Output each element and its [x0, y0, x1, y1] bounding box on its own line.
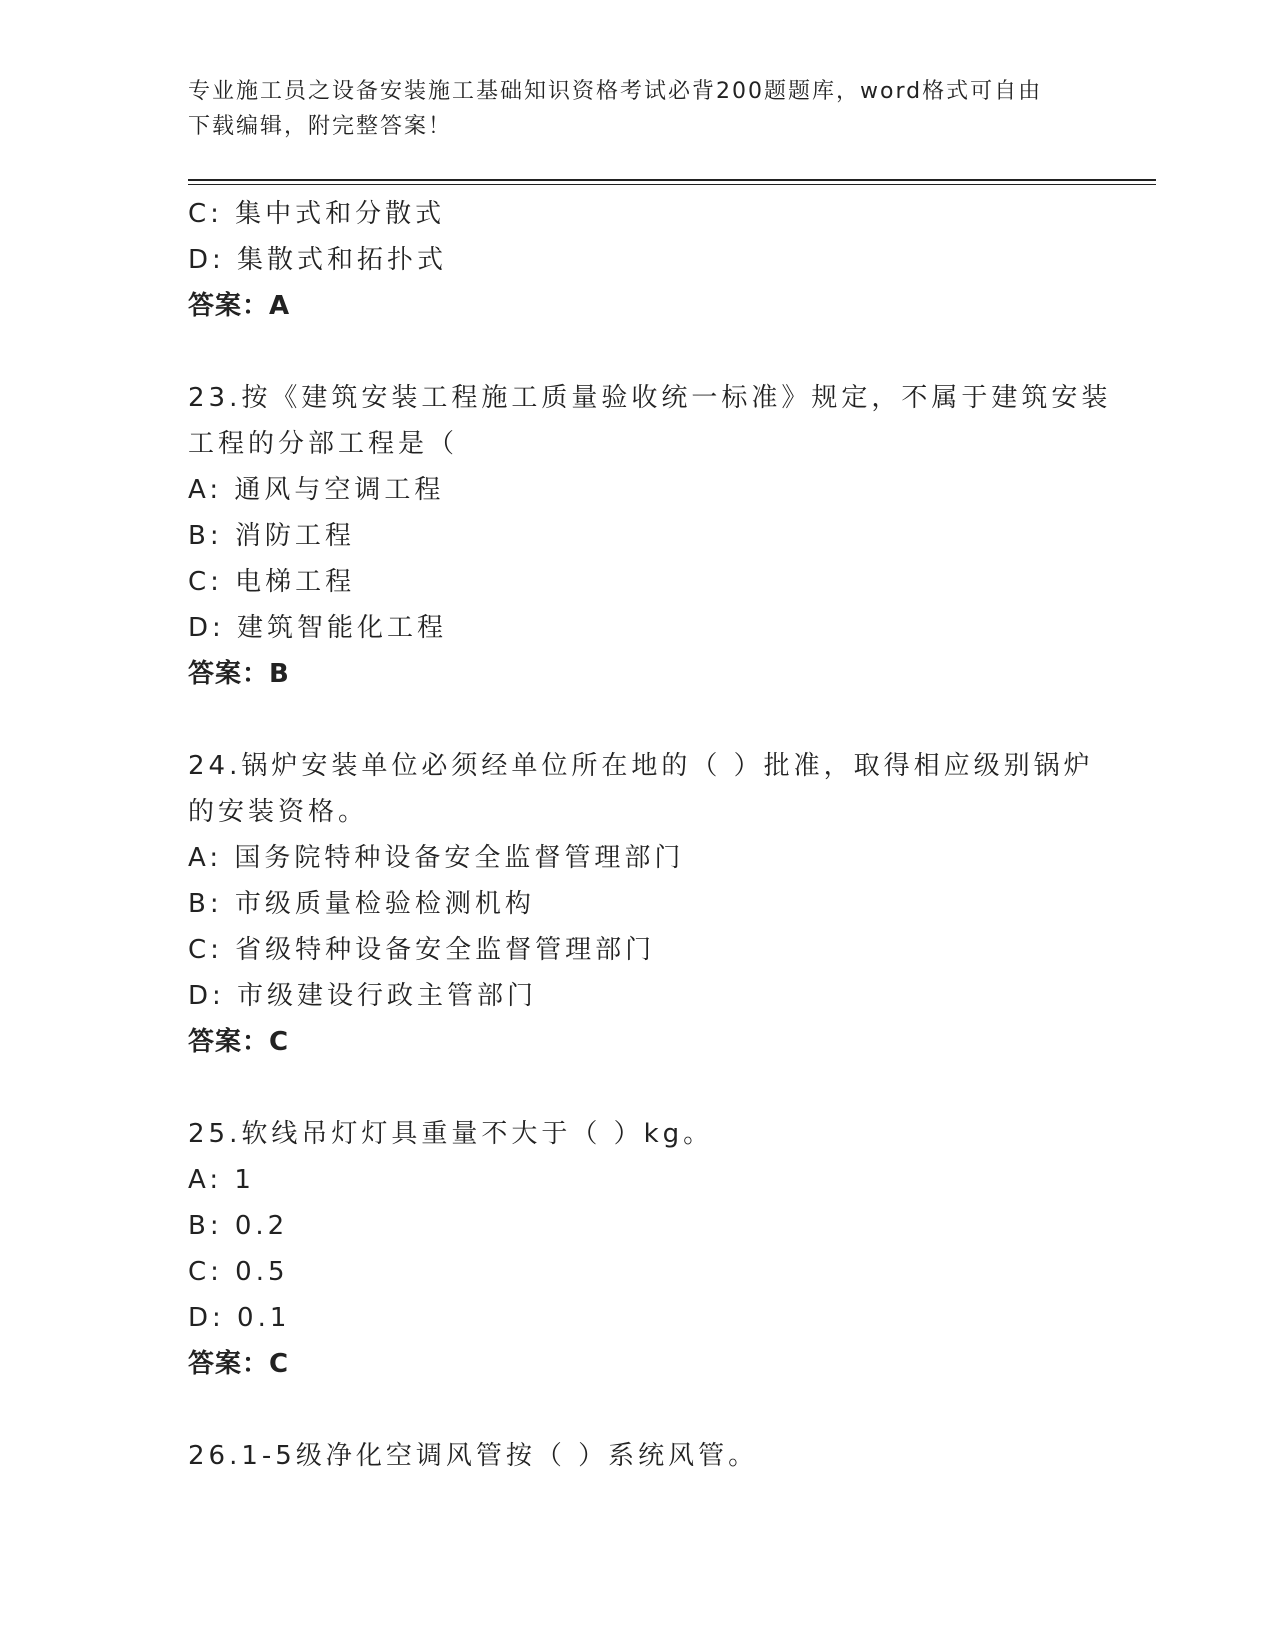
question-list — [188, 191, 1112, 1479]
answer-line: 答案：B — [188, 659, 290, 689]
option-d: D: 0.1 — [188, 1303, 291, 1333]
option-c: C: 省级特种设备安全监督管理部门 — [188, 935, 656, 965]
header-line-2: 下载编辑，附完整答案！ — [188, 114, 453, 139]
question-26 — [188, 1433, 1088, 1479]
question-spacer — [188, 329, 1088, 375]
header-divider-thick — [188, 179, 1156, 181]
option-d: D: 建筑智能化工程 — [188, 613, 448, 643]
question-stem: 23.按《建筑安装工程施工质量验收统一标准》规定，不属于建筑安装 — [188, 383, 1112, 413]
question-spacer — [188, 697, 1088, 743]
option-b: B: 消防工程 — [188, 521, 355, 551]
option-c: C: 电梯工程 — [188, 567, 356, 597]
option-b: B: 市级质量检验检测机构 — [188, 889, 535, 919]
option-a: A: 1 — [188, 1165, 255, 1195]
option-c: C: 集中式和分散式 — [188, 199, 446, 229]
page-header — [188, 74, 1088, 144]
question-22-fragment — [188, 191, 1088, 329]
question-stem: 26.1-5级净化空调风管按（ ）系统风管。 — [188, 1441, 759, 1471]
option-d: D: 集散式和拓扑式 — [188, 245, 448, 275]
question-spacer — [188, 1387, 1088, 1433]
option-a: A: 国务院特种设备安全监督管理部门 — [188, 843, 685, 873]
question-stem-continued: 的安装资格。 — [188, 797, 369, 827]
question-spacer — [188, 1065, 1088, 1111]
question-stem-continued: 工程的分部工程是（ — [188, 429, 459, 459]
answer-line: 答案：A — [188, 291, 291, 321]
answer-line: 答案：C — [188, 1027, 290, 1057]
question-23 — [188, 375, 1112, 697]
header-line-1: 专业施工员之设备安装施工基础知识资格考试必背200题题库，word格式可自由 — [188, 79, 1043, 104]
option-b: B: 0.2 — [188, 1211, 289, 1241]
question-25 — [188, 1111, 1088, 1387]
option-d: D: 市级建设行政主管部门 — [188, 981, 538, 1011]
answer-line: 答案：C — [188, 1349, 290, 1379]
question-stem: 24.锅炉安装单位必须经单位所在地的（ ）批准，取得相应级别锅炉 — [188, 751, 1094, 781]
question-24 — [188, 743, 1094, 1065]
question-stem: 25.软线吊灯灯具重量不大于（ ）kg。 — [188, 1119, 714, 1149]
option-c: C: 0.5 — [188, 1257, 289, 1287]
option-a: A: 通风与空调工程 — [188, 475, 445, 505]
header-divider-thin — [188, 184, 1156, 185]
